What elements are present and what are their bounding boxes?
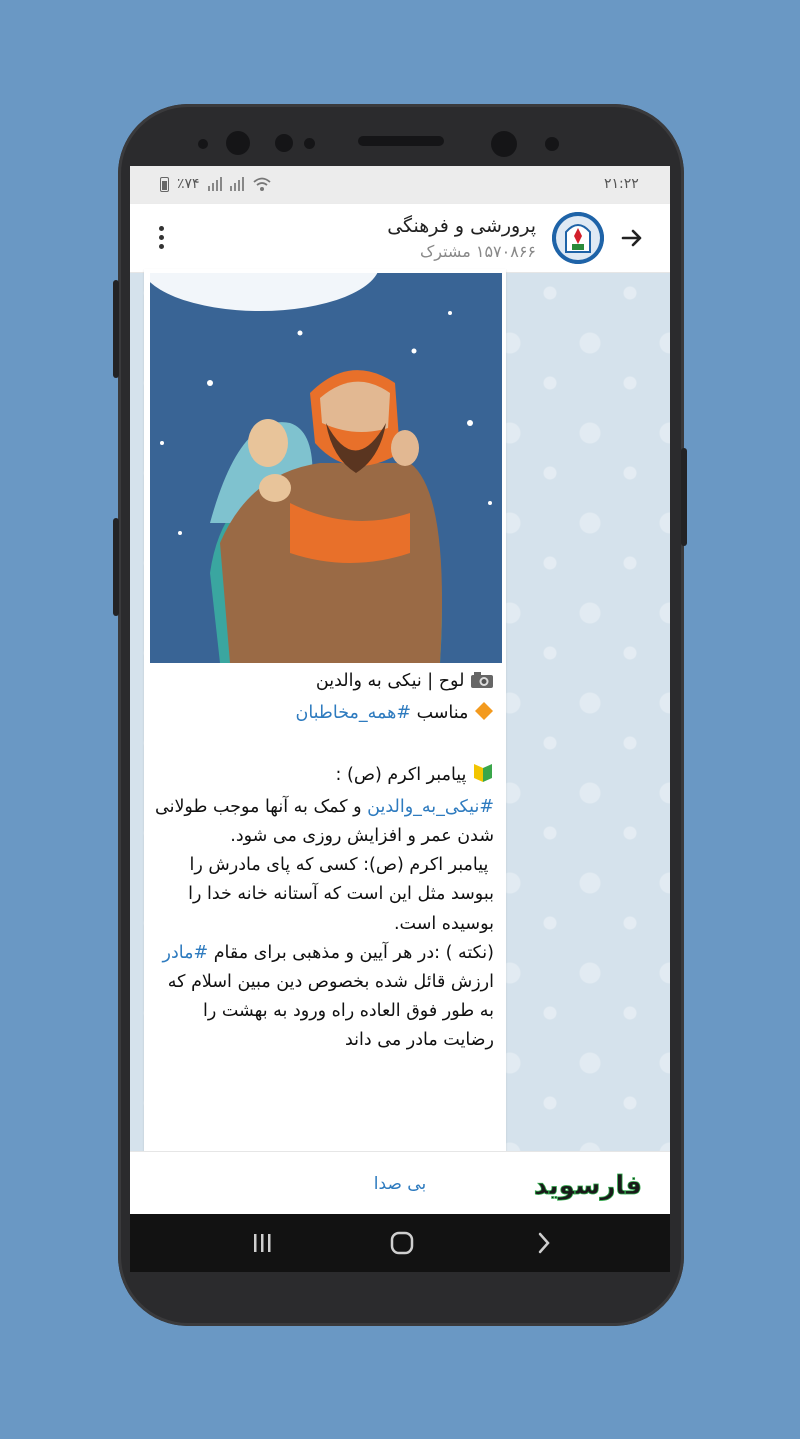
bottom-bar [130,1151,670,1214]
battery-percent: ٪۷۴ [177,176,200,192]
home-icon[interactable] [388,1230,416,1256]
svg-text:فارسوید: فارسوید [533,1171,643,1201]
channel-avatar[interactable] [552,212,604,264]
mute-button[interactable]: بی صدا [373,1174,427,1194]
subscriber-count: ۱۵۷۰۸۶۶ مشترک [419,242,536,261]
camera-icon [470,670,494,699]
message-bubble[interactable] [144,269,506,1151]
more-vertical-icon[interactable] [154,226,168,254]
quote1-text: و کمک به آنها موجب طولانی شدن عمر و افزایش روزی می شود. [149,796,494,847]
hashtag-all-audiences[interactable]: #همه_مخاطبان [295,703,412,724]
suitable-for-label: مناسب [411,703,469,724]
app-screen [130,166,670,1214]
battery-icon [160,177,169,192]
quote1-heading: پیامبر اکرم (ص) : [335,764,467,785]
note-text-b: ارزش قائل شده بخصوص دین مبین اسلام که به طور فوق العاده راه ورود به بهشت را رضایت مادر می داند [156,942,494,1051]
wifi-icon [252,176,272,192]
message-title: لوح | نیکی به والدین [315,671,465,691]
recent-apps-icon[interactable] [248,1230,276,1256]
phone-sensors [118,104,684,164]
ministry-logo-icon [552,212,604,264]
hashtag-respect-parents[interactable]: #نیکی_به_والدین [367,796,494,817]
note-text-a: (نکته ) :در هر آیین و مذهبی برای مقام [208,942,494,963]
bixby-button [113,518,119,616]
status-icons [160,176,272,192]
chat-area[interactable] [130,273,670,1151]
illustration-image [150,273,502,663]
message-photo[interactable] [150,273,502,663]
status-bar [130,166,670,204]
channel-title[interactable]: پرورشی و فرهنگی [387,215,536,237]
hashtag-mother[interactable]: #مادر [162,942,209,963]
arrow-right-icon[interactable] [618,224,646,252]
power-button [681,448,687,546]
beginner-badge-icon [472,761,494,793]
back-nav-icon[interactable] [530,1230,558,1256]
volume-button [113,280,119,378]
android-nav-bar [130,1214,670,1272]
status-time: ۲۱:۲۲ [604,176,639,192]
signal-icon-2 [230,177,244,191]
quote2-text: پیامبر اکرم (ص): کسی که پای مادرش را ببوسد مثل این است که آستانه خانه خدا را بوسیده است. [182,855,494,934]
farsweed-logo [528,1164,648,1204]
signal-icon [208,177,222,191]
channel-header [130,204,670,273]
message-text [149,667,494,1056]
orange-diamond-icon [474,701,494,731]
